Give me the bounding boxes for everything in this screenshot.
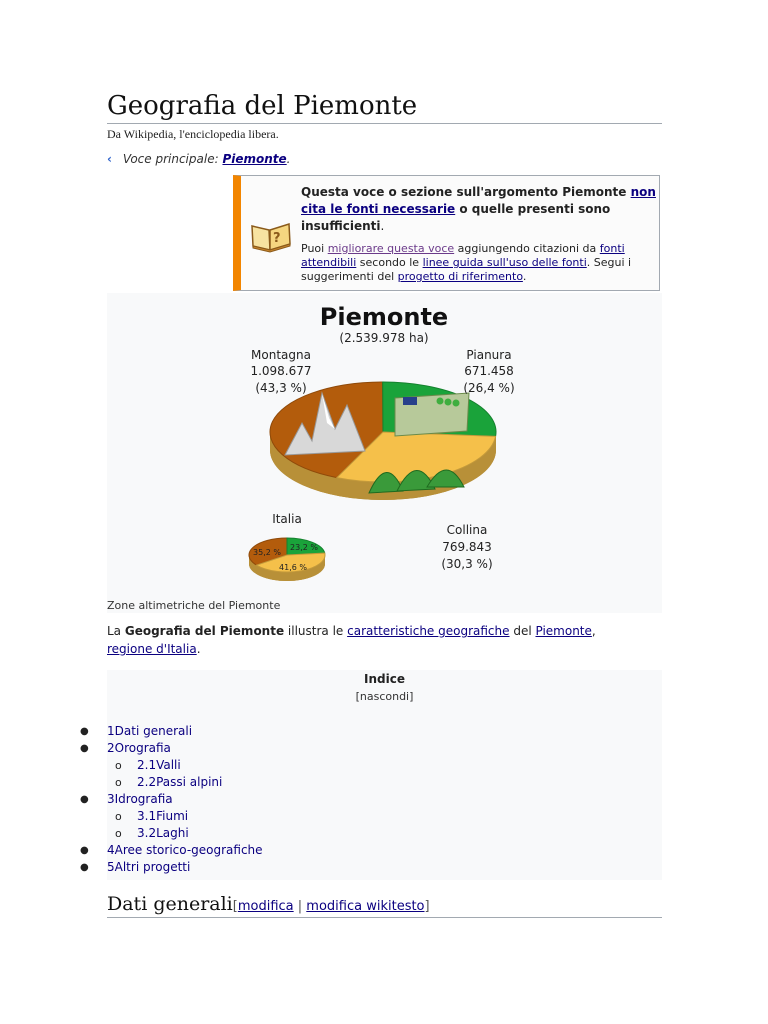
- toc-item-number: 2.2: [137, 775, 157, 789]
- slice-percent-montagna: (43,3 %): [255, 381, 307, 395]
- tree-icon: [445, 399, 452, 406]
- toc-title: Indice: [364, 672, 405, 686]
- intro-paragraph: [107, 622, 627, 658]
- small-slice-percent-pianura: 23,2 %: [290, 543, 318, 552]
- slice-label-collina: Collina: [446, 523, 488, 537]
- page-title: Geografia del Piemonte: [107, 90, 662, 124]
- toc-item-label[interactable]: Idrografia: [114, 792, 173, 806]
- ambox-link-guidelines[interactable]: linee guida sull'uso delle fonti: [422, 256, 587, 269]
- toc-item-label[interactable]: Aree storico-geografiche: [114, 843, 263, 857]
- chart-subtitle: (2.539.978 ha): [339, 331, 429, 345]
- circle-bullet-icon: o: [115, 776, 122, 789]
- slice-label-montagna: Montagna: [251, 348, 311, 362]
- toc-item-label[interactable]: Altri progetti: [114, 860, 191, 874]
- tree-icon: [437, 398, 444, 405]
- toc-item[interactable]: [80, 842, 580, 859]
- bullet-icon: ●: [80, 726, 89, 737]
- ambox-text: aggiungendo citazioni da: [454, 242, 600, 255]
- edit-link[interactable]: modifica: [237, 899, 294, 914]
- toc-item[interactable]: [80, 825, 580, 842]
- chart-title: Piemonte: [319, 303, 449, 331]
- toc-item-number: 3.1: [137, 809, 157, 823]
- toc-toggle-button[interactable]: [nascondi]: [355, 690, 414, 703]
- ambox-link-project[interactable]: progetto di riferimento: [397, 270, 523, 283]
- ambox-text: Puoi: [301, 242, 328, 255]
- tagline: Da Wikipedia, l'enciclopedia libera.: [107, 127, 279, 141]
- toc-item-number: 4: [107, 843, 115, 857]
- citation-needed-box: [233, 175, 660, 291]
- edit-bracket: ]: [424, 899, 430, 914]
- intro-bold: Geografia del Piemonte: [124, 624, 285, 638]
- toc-item-number: 3: [107, 792, 115, 806]
- section-heading: [107, 893, 662, 918]
- ambox-text: Questa voce o sezione sull'argomento Piemonte: [301, 185, 631, 199]
- toc-item[interactable]: [80, 791, 580, 808]
- bullet-icon: ●: [80, 845, 89, 856]
- toc-item-number: 5: [107, 860, 115, 874]
- edit-source-link[interactable]: modifica wikitesto: [306, 899, 425, 914]
- bullet-icon: ●: [80, 743, 89, 754]
- slice-label-pianura: Pianura: [466, 348, 512, 362]
- section-edit-links: [233, 899, 430, 914]
- slice-value-pianura: 671.458: [464, 364, 514, 378]
- toc-item-number: 1: [107, 724, 115, 738]
- toc-item-label[interactable]: Fiumi: [156, 809, 189, 823]
- toc-item-number: 3.2: [137, 826, 157, 840]
- slice-percent-pianura: (26,4 %): [463, 381, 515, 395]
- toc-item-number: 2: [107, 741, 115, 755]
- bullet-icon: ●: [80, 862, 89, 873]
- intro-link-region[interactable]: regione d'Italia: [107, 642, 197, 656]
- tree-icon: [453, 400, 460, 407]
- toc-item[interactable]: [80, 757, 580, 774]
- toc-item-number: 2.1: [137, 758, 157, 772]
- intro-link-features[interactable]: caratteristiche geografiche: [347, 624, 510, 638]
- circle-bullet-icon: o: [115, 759, 122, 772]
- ambox-link-improve[interactable]: migliorare questa voce: [327, 242, 455, 255]
- chevron-left-icon: ‹: [107, 152, 112, 166]
- toc-item-label[interactable]: Valli: [156, 758, 181, 772]
- toc-item[interactable]: [80, 774, 580, 791]
- house-icon: [403, 397, 417, 405]
- ambox-text: .: [522, 270, 527, 283]
- hatnote-link[interactable]: Piemonte: [222, 152, 287, 166]
- small-slice-percent-montagna: 35,2 %: [253, 548, 281, 557]
- figure-caption: Zone altimetriche del Piemonte: [107, 599, 281, 612]
- ambox-text: . Segui i suggerimenti del: [301, 256, 632, 283]
- altimetric-zones-figure[interactable]: [107, 293, 662, 613]
- toc-item[interactable]: [80, 859, 580, 876]
- ambox-text: secondo le: [356, 256, 423, 269]
- circle-bullet-icon: o: [115, 827, 122, 840]
- toc-item-label[interactable]: Passi alpini: [156, 775, 223, 789]
- ambox-advice: [301, 242, 661, 284]
- toc-item-label[interactable]: Laghi: [156, 826, 189, 840]
- intro-text: ,: [591, 624, 596, 638]
- intro-link-piemonte[interactable]: Piemonte: [535, 624, 592, 638]
- slice-value-collina: 769.843: [442, 540, 492, 554]
- toc-item-label[interactable]: Orografia: [114, 741, 171, 755]
- intro-text: La: [107, 624, 125, 638]
- small-chart-title: Italia: [272, 512, 302, 526]
- ambox-text: o quelle presenti sono insufficienti: [301, 202, 611, 233]
- slice-value-montagna: 1.098.677: [250, 364, 312, 378]
- intro-text: .: [196, 642, 201, 656]
- book-question-icon: [249, 212, 293, 256]
- piemonte-pie-chart: [107, 293, 662, 613]
- toc-item-label[interactable]: Dati generali: [114, 724, 193, 738]
- hatnote-suffix: .: [286, 152, 291, 166]
- hatnote: [107, 152, 291, 166]
- bullet-icon: ●: [80, 794, 89, 805]
- section-title: Dati generali: [107, 893, 233, 915]
- circle-bullet-icon: o: [115, 810, 122, 823]
- intro-text: del: [509, 624, 536, 638]
- ambox-message: [301, 184, 661, 235]
- ambox-text: .: [380, 219, 385, 233]
- slice-percent-collina: (30,3 %): [441, 557, 493, 571]
- small-slice-percent-collina: 41,6 %: [279, 563, 307, 572]
- intro-text: illustra le: [284, 624, 348, 638]
- toc-item[interactable]: [80, 740, 580, 757]
- toc-item[interactable]: [80, 723, 580, 740]
- edit-bracket: [: [232, 899, 238, 914]
- hatnote-prefix: Voce principale:: [122, 152, 219, 166]
- edit-separator: |: [293, 899, 307, 914]
- toc-item[interactable]: [80, 808, 580, 825]
- toc-list: [80, 723, 580, 876]
- ambox-link-sources[interactable]: non cita le fonti necessarie: [301, 185, 656, 216]
- svg-text:?: ?: [273, 231, 281, 246]
- ambox-link-reliable[interactable]: fonti attendibili: [301, 242, 625, 269]
